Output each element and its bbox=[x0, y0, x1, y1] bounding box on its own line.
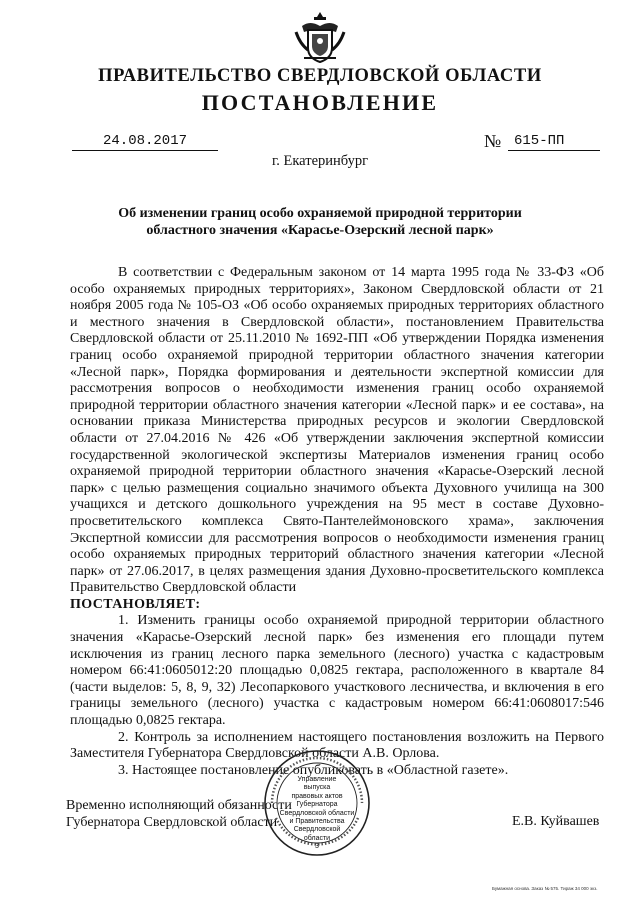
signatory-position-line1: Временно исполняющий обязанности bbox=[66, 798, 292, 813]
document-type-heading: ПОСТАНОВЛЕНИЕ bbox=[201, 90, 439, 115]
stamp-line: Управление bbox=[297, 776, 337, 783]
stamp-text bbox=[275, 776, 359, 852]
item-1: 1. Изменить границы особо охраняемой природной территории областного значения «Карасье-Озерский лесной парк» без изменения его площади путем исключения из границ лесного парка земельного (лесного) участка с кадастровым номером 66:41:0605012:20 площадью 0,0825 гектара, расположенного в квартале 84 (части выделов: 5, 8, 9, 32) Лесопаркового участкового лесничества, и включения в его границы земельного (лесного) участка с кадастровым номером 66:41:0608017:546 площадью 0,0825 гектара. bbox=[70, 613, 604, 729]
document-title: Об изменении границ особо охраняемой природной территории областного значения «Карасье-Озерский лесной парк» bbox=[118, 206, 522, 238]
stamp-line: Губернатора bbox=[296, 801, 338, 809]
number-sign: № bbox=[484, 131, 502, 151]
coat-of-arms-icon bbox=[290, 8, 350, 68]
preamble-paragraph: В соответствии с Федеральным законом от 14 марта 1995 года № 33-ФЗ «Об особо охраняемых природных территориях», Законом Свердловской области от 21 ноября 2005 года № 105-ОЗ «Об особо охраняемых природных территориях областного и местного значения в Свердловской области», постановлением Правительства Свердловской области от 25.11.2010 № 1692-ПП «Об утверждении Порядка изменения границ особо охраняемой природной территории областного значения категории «Лесной парк», Порядка формирования и деятельности экспертной комиссии для рассмотрения вопросов о необходимости изменения границ особо охраняемой природной территории областного значения категории «Лесной парк» и ее состава», на основании приказа Министерства природных ресурсов и экологии Свердловской области от 27.04.2016 № 426 «Об утверждении заключения экспертной комиссии государственной экологической экспертизы Материалов изменения границ особо охраняемой природной территории областного значения «Карасье-Озерский лесной парк» с целью размещения социально значимого объекта Духовного училища на 300 учащихся и детского дошкольного учреждения на 95 мест в составе Духовно-просветительского комплекса Свято-Пантелеймоновского храма», заключения Экспертной комиссии для рассмотрения вопросов о необходимости изменения границ особо охраняемых природных территорий областного значения категории «Лесной парк» от 27.06.2017, в целях размещения здания Духовно-просветительского комплекса Правительство Свердловской области bbox=[70, 265, 604, 596]
print-info: Бумажная основа. Заказ № 575. Тираж 34 000 экз. bbox=[492, 886, 598, 891]
document-number-block bbox=[484, 133, 600, 151]
signatory-name: Е.В. Куйвашев bbox=[512, 814, 600, 829]
city: г. Екатеринбург bbox=[271, 153, 369, 169]
stamp-line: области bbox=[303, 834, 331, 842]
organization-heading: ПРАВИТЕЛЬСТВО СВЕРДЛОВСКОЙ ОБЛАСТИ bbox=[98, 66, 542, 86]
stamp-line: и Правительства bbox=[289, 818, 345, 826]
stamp-line: 3 bbox=[315, 843, 319, 851]
stamp-line: правовых актов bbox=[291, 792, 343, 800]
document-date: 24.08.2017 bbox=[72, 133, 218, 151]
item-3: 3. Настоящее постановление опубликовать в «Областной газете». bbox=[118, 762, 509, 778]
signatory-position-line2: Губернатора Свердловской области bbox=[66, 815, 278, 830]
stamp-line: выпуска bbox=[303, 784, 331, 792]
stamp-line: Свердловской bbox=[293, 826, 341, 834]
document-body bbox=[70, 265, 604, 779]
stamp-line: Свердловской области bbox=[279, 809, 355, 817]
decree-word: ПОСТАНОВЛЯЕТ: bbox=[70, 596, 201, 612]
item-2: 2. Контроль за исполнением настоящего постановления возложить на Первого Заместителя Губернатора Свердловской области А.В. Орлова. bbox=[70, 729, 604, 762]
signatory-position bbox=[66, 797, 292, 831]
document-number: 615-ПП bbox=[508, 133, 600, 151]
